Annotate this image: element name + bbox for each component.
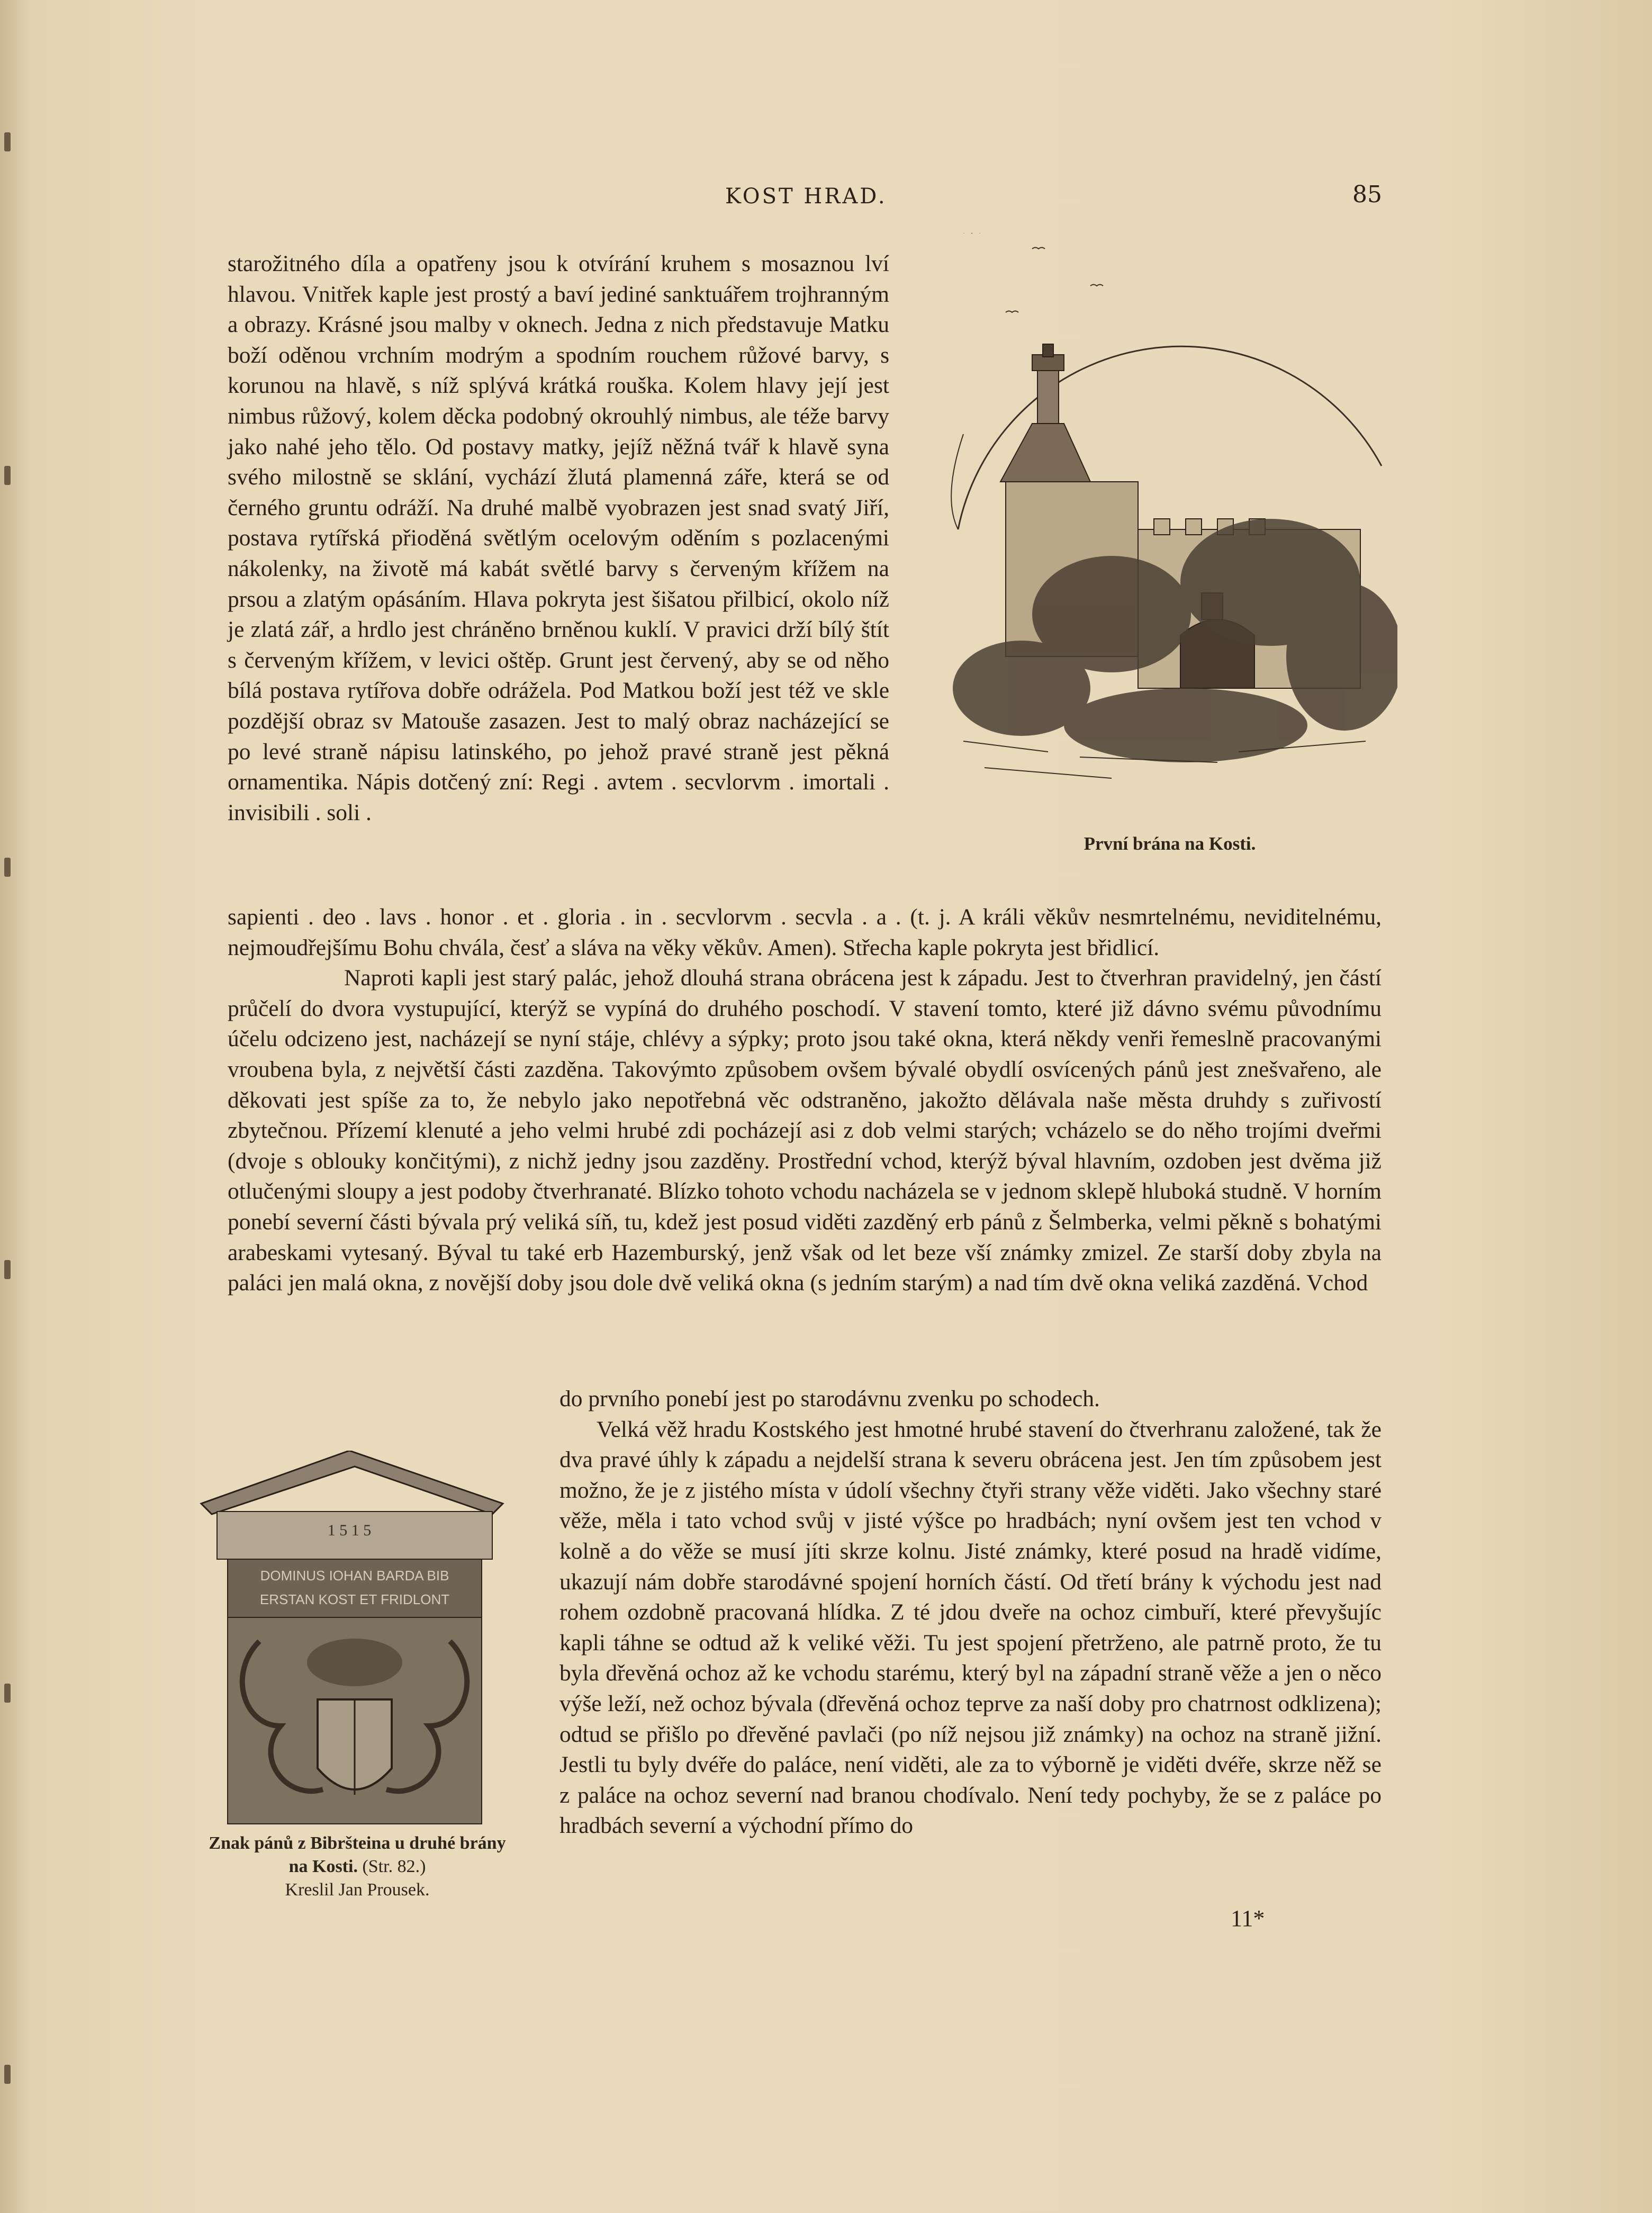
- signature-mark: 11*: [1231, 1905, 1265, 1931]
- text-column-narrow: [228, 249, 889, 828]
- paragraph-old-palace: Naproti kapli jest starý palác, jehož dlouhá strana obrácena jest k západu. Jest to čtverhran pravidelný, jen částí průčelí do dvora vystupující, kterýž se vypíná do druhého poschodí. V stavení tomto, které již dávno svému původnímu účelu odcizeno jest, nacházejí se nyní stáje, chlévy a sýpky; proto jsou také okna, která někdy venři řemeslně pracovanými vroubena byla, z největší části zazděna. Takovýmto způsobem ovšem bývalé obydlí osvícených pánů jest znešvařeno, ale děkovati jest spíše za to, že nebylo jako nepotřebná věc odstraněno, jakožto dělávala naše města druhdy s zuřivostí zbytečnou. Přízemí klenuté a jeho velmi hrubé zdi pocházejí asi z dob velmi starých; vcházelo se do něho trojími dveřmi (dvoje s oblouky končitými), z nichž jedny jsou zazděny. Prostřední vchod, kterýž býval hlavním, ozdoben jest dvěma již otlučenými sloupy a jest podoby čtverhranaté. Blízko tohoto vchodu nacházela se v jednom sklepě hluboká studně. V horním ponebí severní části bývala prý veliká síň, tu, kdež jest posud viděti zazděný erb pánů z Šelmberka, velmi pěkně s bohatými arabeskami vytesaný. Býval tu také erb Hazemburský, jenž však od let beze vší známky zmizel. Ze starší doby zbyla na paláci jen malá okna, z novější doby jsou dole dvě veliká okna (s jedním starým) a nad tím dvě okna veliká zazděná. Vchod: [228, 965, 1382, 1296]
- coat-of-arms-stone-illustration: [196, 1451, 508, 1837]
- text-column-wide: [228, 902, 1382, 1299]
- coat-of-arms-caption-title: Znak pánů z Bibršteina u druhé brány na Kosti.: [209, 1833, 506, 1876]
- text-column-right: [559, 1384, 1382, 1841]
- castle-gate-illustration: [942, 233, 1397, 805]
- coat-of-arms-caption: [201, 1832, 513, 1902]
- paragraph-old-palace-end: do prvního ponebí jest po starodávnu zvenku po schodech.: [559, 1386, 1100, 1411]
- paragraph-inscription-end: sapienti . deo . lavs . honor . et . gloria . in . secvlorvm . secvla . a . (t. j. A králi věkův nesmrtelnému, neviditelnému, nejmoudřejšímu Bohu chvála, česť a sláva na věky věkův. Amen). Střecha kaple pokryta jest břidlicí.: [228, 904, 1382, 960]
- stone-inscription-line1: DOMINUS IOHAN BARDA BIB: [260, 1568, 449, 1584]
- coat-of-arms-caption-credit: Kreslil Jan Prousek.: [285, 1880, 430, 1900]
- stone-year: 1 5 1 5: [327, 1522, 372, 1539]
- running-head: KOST HRAD.: [725, 184, 887, 209]
- coat-of-arms-caption-ref: (Str. 82.): [362, 1857, 426, 1876]
- paragraph-chapel: starožitného díla a opatřeny jsou k otvírání kruhem s mosaznou lví hlavou. Vnitřek kaple jest prostý a baví jediné sanktuářem trojhranným a obrazy. Krásné jsou malby v oknech. Jedna z nich představuje Matku boží oděnou vrchním modrým a spodním rouchem růžové barvy, s korunou na hlavě, s níž splývá krátká rouška. Kolem hlavy její jest nimbus růžový, kolem děcka podobný okrouhlý nimbus, ale téže barvy jako nahé jeho tělo. Od postavy matky, jejíž něžná tvář k hlavě syna svého milostně se sklání, vychází žlutá plamenná záře, která se od černého gruntu odráží. Na druhé malbě vyobrazen jest snad svatý Jiří, postava rytířská přioděná světlým ocelovým oděním s pozlacenými nákolenky, na životě má kabát světlé barvy s červeným křížem na prsou a zlatým opásáním. Hlava pokryta jest šišatou přilbicí, okolo níž je zlatá zář, a hrdlo jest chráněno brněnou kuklí. V pravici drží bílý štít s červeným křížem, v levici oštěp. Grunt jest červený, aby se od něho bílá postava rytířova dobře odrážela. Pod Matkou boží jest též ve skle pozdější obraz sv Matouše zasazen. Jest to malý obraz nacházející se po levé straně nápisu latinského, po jehož pravé straně jest pěkná ornamentika. Nápis dotčený zní: Regi . avtem . secvlorvm . imortali . invisibili . soli .: [228, 251, 889, 825]
- paragraph-great-tower: Velká věž hradu Kostského jest hmotné hrubé stavení do čtverhranu založené, tak že dva pravé úhly k západu a nejdelší strana k severu obrácena jest. Jen tím způsobem jest možno, že je z jistého místa v údolí všechny čtyři strany věže viděti. Jako všechny staré věže, měla i tato vchod svůj v jisté výšce po hradbách; nyní ovšem jest ten vchod v kolně a do věže se musí jíti skrze kolnu. Jisté známky, které posud na hradě vidíme, ukazují nám dobře starodávné spojení horních částí. Od třetí brány k východu jest nad rohem ozdobně pracovaná hlídka. Z té jdou dveře na ochoz cimbuří, které převyšujíc kapli táhne se odtud až k veliké věži. Tu jest spojení přetrženo, ale patrně proto, že tu byla dřevěná ochoz až ke vchodu starému, který byl na západní straně věže a jen o něco výše leží, než ochoz bývala (dřevěná ochoz teprve za naší doby pro chatrnost odklizena); odtud se přišlo po dřevěné pavlači (po níž nejsou již známky) na ochoz na straně jižní. Jestli tu byly dvéře do paláce, není viděti, ale za to výborně je viděti dvéře, skrze něž se z paláce na ochoz severní nad branou chodívalo. Není tedy pochyby, že se z paláce po hradbách severní a východní přímo do: [559, 1416, 1382, 1839]
- spine-edge: [0, 0, 16, 2213]
- castle-gate-caption: První brána na Kosti.: [1084, 833, 1256, 854]
- stone-inscription-line2: ERSTAN KOST ET FRIDLONT: [259, 1591, 450, 1607]
- page-number: 85: [1352, 181, 1382, 208]
